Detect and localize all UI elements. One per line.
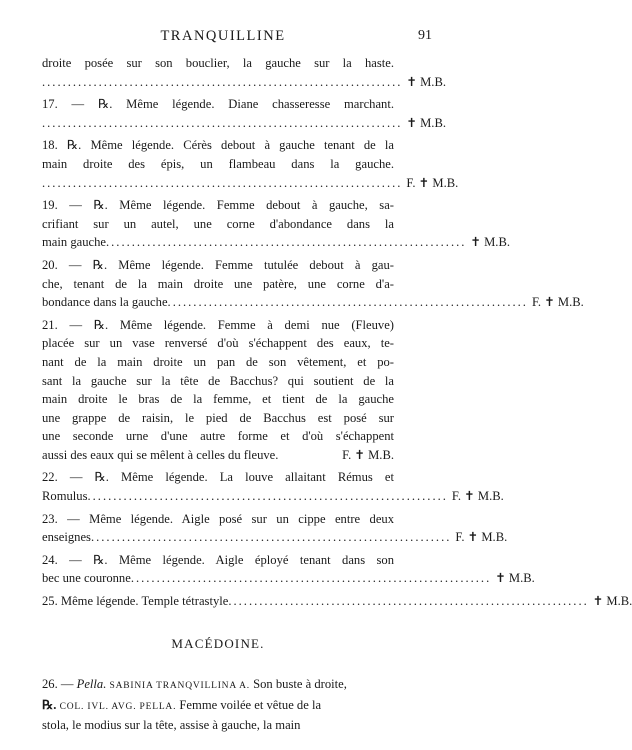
entry-text: 24. — ℞. Même légende. Aigle éployé tenant dans son [42, 552, 394, 567]
entry-line [42, 446, 394, 465]
entry-line [42, 372, 394, 391]
entry-text: bondance dans la gauche [42, 295, 168, 310]
obverse-description: Son buste à droite, [249, 677, 347, 692]
entry-line [42, 716, 394, 735]
leader-dots: ...................................................................... [90, 530, 452, 545]
entry-line [42, 256, 394, 275]
entry-line [42, 73, 446, 92]
entry-text: sant la gauche sur la tête de Bacchus? qui soutient de la [42, 373, 394, 388]
section-title: MACÉDOINE. [171, 635, 265, 651]
entry-text: enseignes [42, 530, 91, 545]
collection-reference: ✝ M.B. [406, 115, 446, 130]
leader-dots: ...................................................................... [167, 295, 528, 310]
leader-dots: ...................................................................... [42, 115, 403, 130]
entry-text: main droite le bras de la femme, et tient de la gauche [42, 392, 394, 407]
catalogue-entry [42, 551, 535, 588]
reverse-description: Femme voilée et vêtue de la [176, 697, 322, 712]
entry-line [42, 390, 394, 409]
catalogue-entry [42, 468, 504, 505]
entry-text: droite posée sur son bouclier, la gauche sur la haste. [42, 56, 394, 70]
entry-line [42, 409, 394, 428]
running-title: TRANQUILLINE [160, 28, 286, 44]
collection-reference: F. ✝ M.B. [451, 489, 504, 504]
entry-line [42, 233, 510, 252]
entry-text: 25. Même légende. Temple tétrastyle [42, 594, 229, 609]
catalogue-entry [42, 136, 459, 192]
entry-text: main gauche [42, 235, 106, 250]
entry-line [42, 487, 504, 506]
entry-line [42, 592, 632, 611]
entry-text: 17. — ℞. Même légende. Diane chasseresse marchant. [42, 97, 394, 112]
entry-text: 18. ℞. Même légende. Cérès debout à gauche tenant de la [42, 138, 394, 153]
entry-text: 23. — Même légende. Aigle posé sur un cippe entre deux [42, 511, 394, 526]
entry-line [42, 528, 508, 547]
entry-line [42, 696, 394, 717]
entry-text: Romulus [42, 489, 88, 504]
catalogue-entry [42, 196, 510, 252]
entry-text: che, tenant de la main droite une patère, une corne d'a- [42, 276, 394, 291]
leader-dots: ...................................................................... [130, 571, 492, 586]
page-header [0, 28, 446, 48]
reverse-legend: COL. IVL. AVG. PELLA. [56, 701, 177, 712]
leader-dots: ...................................................................... [106, 235, 467, 250]
entry-26 [42, 675, 394, 735]
entry-line [42, 353, 394, 372]
entry-line [42, 510, 394, 529]
leader-dots: ...................................................................... [87, 489, 448, 504]
reverse-symbol: ℞. [42, 697, 57, 712]
entry-text: 20. — ℞. Même légende. Femme tutulée debout à gau- [42, 257, 394, 272]
catalogue-entry [42, 54, 446, 91]
collection-reference: F. ✝ M.B. [342, 447, 394, 462]
entry-line [42, 675, 394, 696]
city-name: Pella. [76, 677, 107, 692]
entry-line [42, 174, 459, 193]
collection-reference: F. ✝ M.B. [531, 295, 584, 310]
entry-text: 19. — ℞. Même légende. Femme debout à gauche, sa- [42, 198, 394, 213]
page-number: 91 [418, 28, 432, 43]
collection-reference: ✝ M.B. [470, 235, 510, 250]
catalogue-entry [42, 510, 508, 547]
entry-line [42, 136, 394, 155]
collection-reference: ✝ M.B. [495, 571, 535, 586]
catalogue-entry [42, 95, 446, 132]
entry-text: une seconde urne d'une autre forme et d'où s'échappent [42, 429, 394, 444]
entry-line [42, 293, 584, 312]
entry-text: main droite des épis, un flambeau dans la gauche. [42, 156, 394, 171]
entry-line [42, 551, 394, 570]
obverse-legend: SABINIA TRANQVILLINA A. [106, 681, 250, 692]
entry-line [42, 54, 394, 73]
entry-line [42, 196, 394, 215]
entry-line [42, 155, 394, 174]
entry-text: aussi des eaux qui se mêlent à celles du fleuve. [42, 447, 279, 462]
entry-line [42, 114, 446, 133]
leader-dots: ...................................................................... [42, 74, 403, 89]
collection-reference: ✝ M.B. [406, 74, 446, 89]
entry-text: bec une couronne [42, 571, 131, 586]
entry-text: crifiant sur un autel, une corne d'abondance dans la [42, 216, 394, 231]
entry-text: nant de la main droite un pan de son vêtement, et po- [42, 354, 394, 369]
catalogue-entry [42, 256, 584, 312]
entry-text: une grappe de raisin, le pied de Bacchus est posé sur [42, 410, 394, 425]
entry-line [42, 95, 394, 114]
catalogue-entry [42, 592, 632, 611]
entry-line [42, 569, 535, 588]
entry-text: 22. — ℞. Même légende. La louve allaitant Rémus et [42, 470, 394, 485]
entry-number: 26. — [42, 677, 77, 692]
leader-dots: ...................................................................... [228, 594, 589, 609]
catalogue-entry [42, 316, 394, 465]
entry-text: 21. — ℞. Même légende. Femme à demi nue (Fleuve) [42, 317, 394, 332]
entry-line [42, 468, 394, 487]
leader-dots: ...................................................................... [42, 175, 403, 190]
entry-text: stola, le modius sur la tête, assise à gauche, la main [42, 718, 301, 733]
entry-text: placée sur un vase renversé d'où s'échappent des eaux, te- [42, 336, 394, 351]
entry-line [42, 427, 394, 446]
collection-reference: F. ✝ M.B. [406, 175, 459, 190]
catalogue-body [42, 54, 632, 739]
collection-reference: F. ✝ M.B. [455, 530, 508, 545]
entry-list [42, 54, 632, 611]
entry-line [42, 215, 394, 234]
entry-line [42, 275, 394, 294]
entry-line [42, 334, 394, 353]
entry-line [42, 316, 394, 335]
collection-reference: ✝ M.B. [592, 594, 632, 609]
